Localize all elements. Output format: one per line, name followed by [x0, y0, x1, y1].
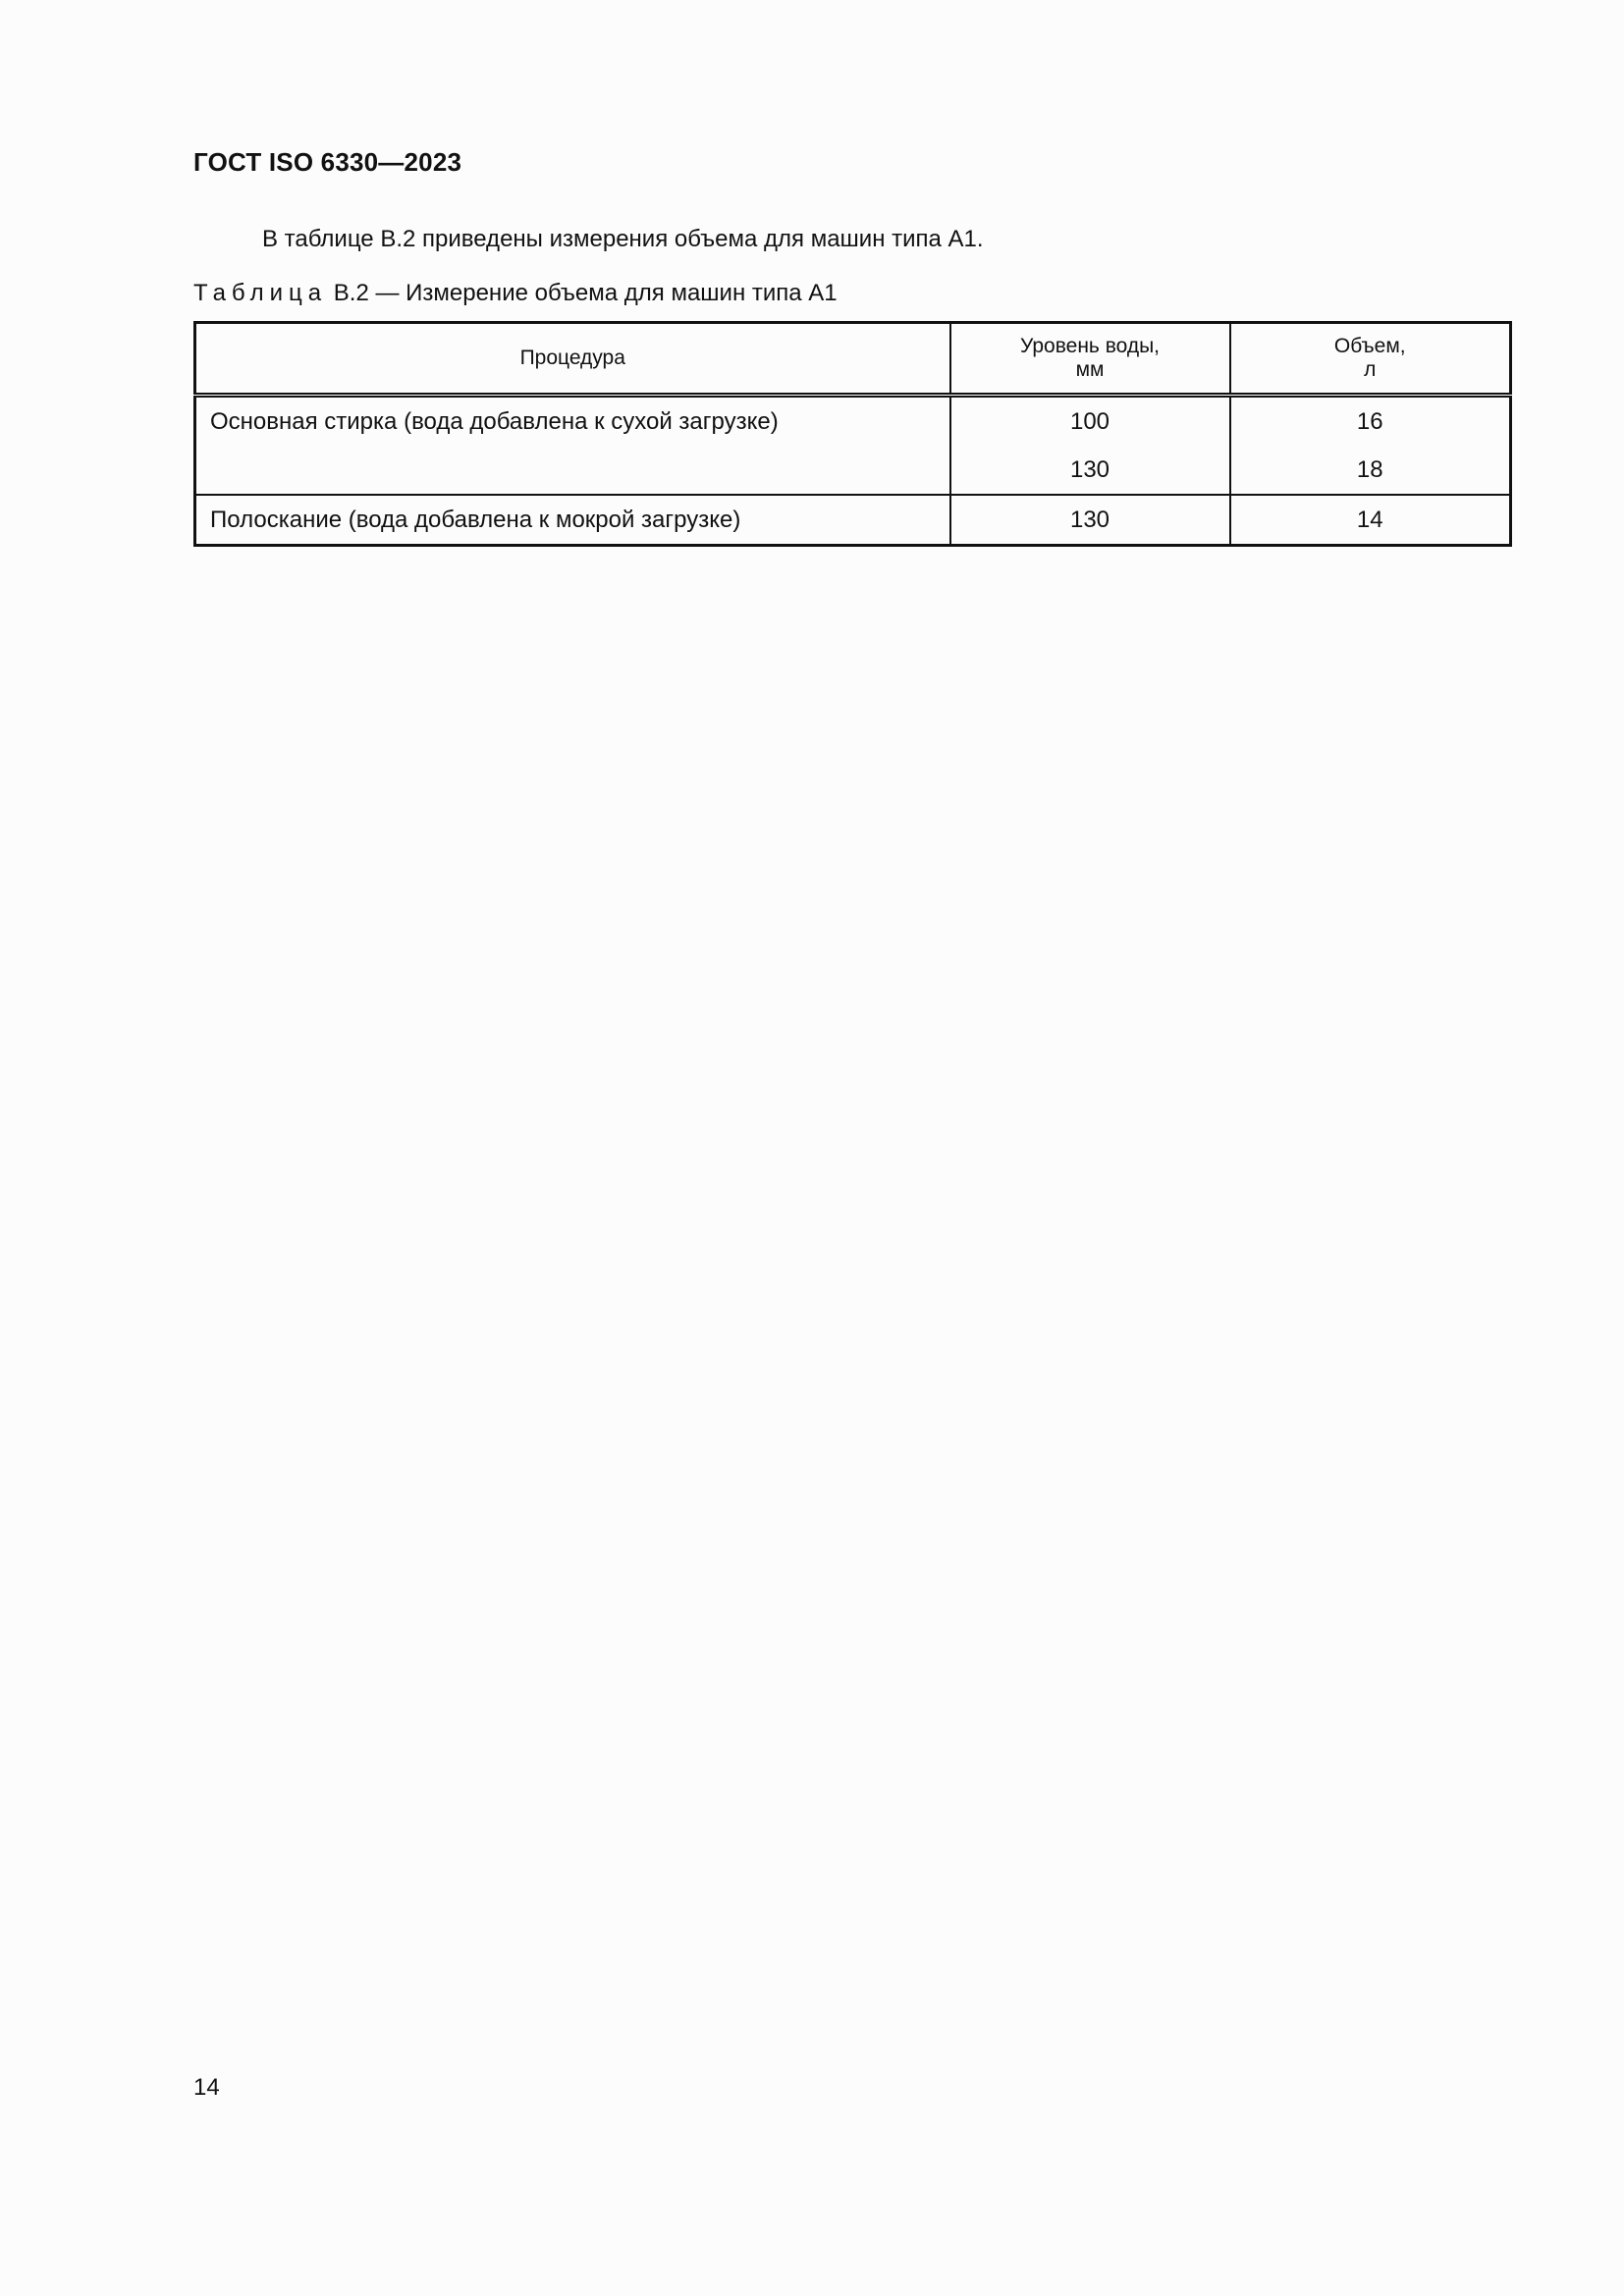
- header-water-level: [950, 323, 1230, 396]
- header-procedure: Процедура: [195, 323, 950, 396]
- document-code: ГОСТ ISO 6330—2023: [193, 147, 462, 177]
- header-volume-line1: Объем,: [1333, 335, 1406, 357]
- table-caption: [193, 280, 838, 307]
- water-level-cell: 130: [950, 446, 1230, 495]
- volume-table: [193, 321, 1512, 547]
- table-caption-text: В.2 — Измерение объема для машин типа А1: [327, 280, 838, 306]
- table-row: [195, 396, 1511, 447]
- header-volume-line2: л: [1364, 358, 1377, 381]
- procedure-cell: Основная стирка (вода добавлена к сухой загрузке): [195, 396, 950, 496]
- volume-cell: 16: [1230, 396, 1511, 447]
- volume-cell: 18: [1230, 446, 1511, 495]
- water-level-cell: 100: [950, 396, 1230, 447]
- table-row: [195, 495, 1511, 546]
- intro-paragraph: В таблице В.2 приведены измерения объема для машин типа А1.: [262, 226, 984, 252]
- table-caption-label: Таблица: [193, 280, 328, 306]
- table-header-row: [195, 323, 1511, 396]
- procedure-cell: Полоскание (вода добавлена к мокрой загрузке): [195, 495, 950, 546]
- header-water-level-line2: мм: [1075, 358, 1105, 381]
- page-number: 14: [193, 2074, 220, 2101]
- volume-table-container: [193, 321, 1509, 547]
- header-water-level-line1: Уровень воды,: [1019, 335, 1161, 357]
- water-level-cell: 130: [950, 495, 1230, 546]
- header-volume: [1230, 323, 1511, 396]
- volume-cell: 14: [1230, 495, 1511, 546]
